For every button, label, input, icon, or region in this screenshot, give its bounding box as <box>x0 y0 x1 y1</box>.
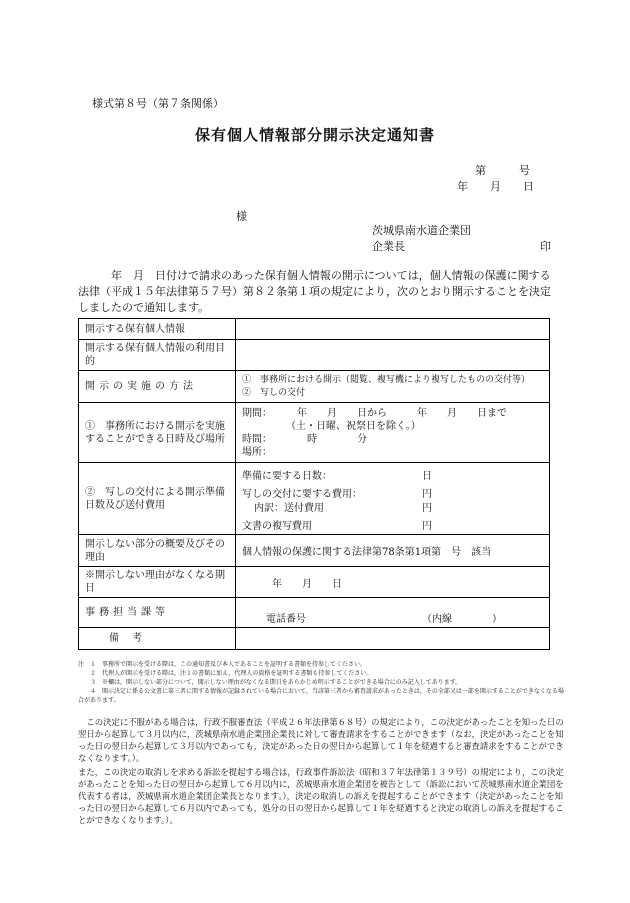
label-disclosed-info: 開示する保有個人情報 <box>79 319 236 340</box>
document-number: 第 号 <box>475 164 530 177</box>
breakdown-unit: 円 <box>422 502 432 514</box>
seal-mark: 印 <box>540 240 551 253</box>
document-title: 保有個人情報部分開示決定通知書 <box>194 126 435 144</box>
value-withheld-summary: 個人情報の保護に関する法律第78条第1項第 号 該当 <box>236 535 550 567</box>
label-purpose: 開示する保有個人情報の利用目的 <box>79 340 236 371</box>
breakdown-label: 内訳：送付費用 <box>254 502 324 514</box>
disclosure-table <box>78 318 550 650</box>
value-disclosed-info <box>236 319 550 340</box>
prep-days-unit: 日 <box>422 470 432 482</box>
phone-label: 電話番号 <box>266 613 306 625</box>
issuer-organization: 茨城県南水道企業団 <box>372 224 471 237</box>
footnote-2: ２ 代理人が開示を受ける際は，注１の書類に加え，代理人の資格を証明する書類も持参してください。 <box>78 670 373 677</box>
label-withheld-summary: 開示しない部分の概要及びその理由 <box>79 535 236 567</box>
document-date: 年 月 日 <box>457 180 534 193</box>
copy-fee-label: 文書の複写費用 <box>242 520 312 532</box>
footnotes <box>78 660 568 705</box>
appeal-notice: この決定に不服がある場合は，行政不服審査法（平成２６年法律第６８号）の規定により，この決定があったことを知った日の翌日から起算して３月以内に，茨城県南水道企業団企業長に対して審査請求をすることができます（なお，決定があったことを知った日の翌日から起算して３月以内であっても，決定があった日の翌日から起算して１年を経過すると審査請求をすることができなくなります。）。 <box>78 717 564 763</box>
method-option-copy: ② 写しの交付 <box>242 387 306 398</box>
label-remarks: 備考 <box>79 628 236 650</box>
extension-label: （内線 ） <box>422 613 502 625</box>
value-remarks <box>236 628 550 650</box>
label-method: 開示の実施の方法 <box>79 371 236 403</box>
schedule-period: 期間： 年 月 日から 年 月 日まで <box>242 407 507 419</box>
label-office-schedule: ① 事務所における開示を実施することができる日時及び場所 <box>79 403 236 463</box>
form-number: 様式第８号（第７条関係） <box>92 97 224 110</box>
schedule-place: 場所： <box>242 446 272 458</box>
lawsuit-notice: また，この決定の取消しを求める訴訟を提起する場合は，行政事件訴訟法（昭和３７年法律第１３９号）の規定により，この決定があったことを知った日の翌日から起算して６月以内に，茨城県南水道企業団を被告として（訴訟において茨城県南水道企業団を代表する者は，茨城県南水道企業団企業長となります。），決定の取消しの訴えを提起することができます（決定があったことを知った日の翌日から起算して６月以内であっても，処分の日の翌日から起算して１年を経過すると決定の取消しの訴えを提起することができなくなります。）。 <box>78 767 564 825</box>
schedule-time: 時間： 時 分 <box>242 433 367 445</box>
method-option-office: ① 事務所における開示（閲覧、複写機により複写したものの交付等） <box>242 374 531 385</box>
label-copy-delivery: ② 写しの交付による開示準備日数及び送付費用 <box>79 463 236 535</box>
footnote-1: 注 １ 事務所で開示を受ける際は，この通知書及び本人であることを証明する書類を持参してください。 <box>78 661 367 668</box>
copy-cost-unit: 円 <box>422 488 432 500</box>
issuer-title: 企業長 <box>372 240 405 253</box>
intro-paragraph: 年 月 日付けで請求のあった保有個人情報の開示については，個人情報の保護に関する法律（平成１５年法律第５７号）第８２条第１項の規定により，次のとおり開示することを決定しましたので通知します。 <box>78 269 551 314</box>
copy-cost-label: 写しの交付に要する費用： <box>242 488 362 500</box>
prep-days-label: 準備に要する日数： <box>242 470 332 482</box>
footnote-3: ３ ※欄は，開示しない部分について，開示しない理由がなくなる期日をあらかじめ明示することができる場合にのみ記入してあります。 <box>78 679 462 686</box>
label-office-in-charge: 事務担当課等 <box>79 598 236 628</box>
footnote-4: ４ 開示決定に係る公文書に第三者に関する情報が記録されている場合において，当該第三者から審査請求があったときは，その全部又は一部を開示することができなくなる場合があります。 <box>78 688 564 704</box>
addressee-suffix: 様 <box>236 210 247 223</box>
value-withheld-end-date: 年 月 日 <box>236 567 550 598</box>
copy-fee-unit: 円 <box>422 520 432 532</box>
label-withheld-end-date: ※開示しない理由がなくなる期日 <box>79 567 236 598</box>
schedule-exceptions: （土・日曜、祝祭日を除く。） <box>286 420 421 432</box>
value-purpose <box>236 340 550 371</box>
